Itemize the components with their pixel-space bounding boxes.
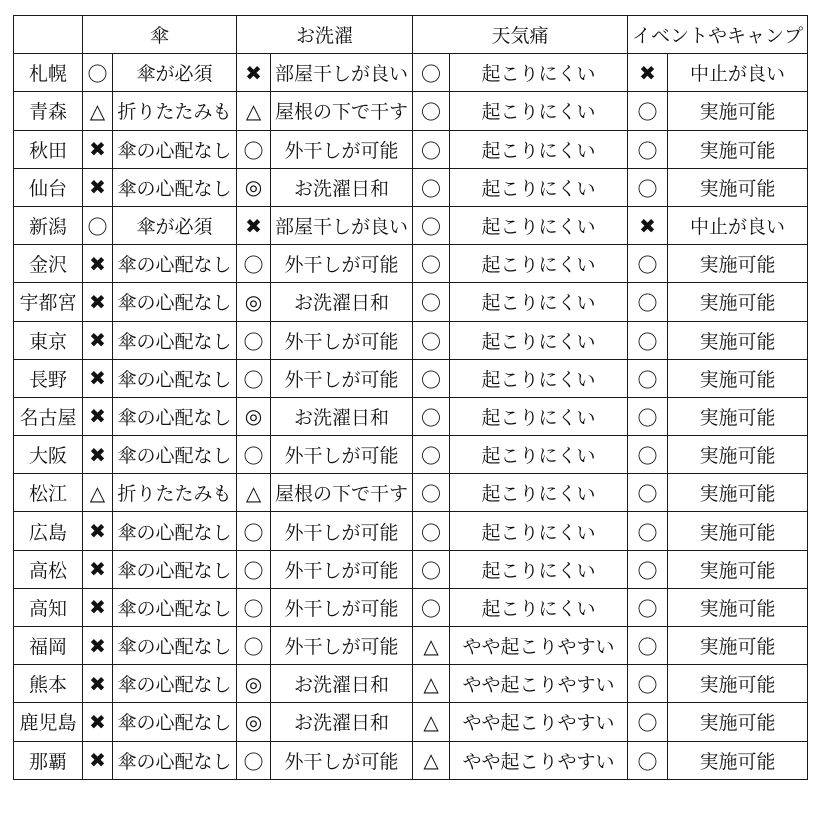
events-symbol: 〇 [628,741,668,779]
events-advice: 実施可能 [668,512,808,550]
laundry-advice: 外干しが可能 [271,321,413,359]
weather-pain-advice: 起こりにくい [450,92,628,130]
events-advice: 実施可能 [668,741,808,779]
laundry-advice: 外干しが可能 [271,359,413,397]
weather-pain-symbol: 〇 [413,397,450,435]
weather-pain-symbol: 〇 [413,245,450,283]
events-symbol: 〇 [628,436,668,474]
weather-pain-symbol: 〇 [413,130,450,168]
events-symbol: ✖ [628,206,668,244]
city-cell: 熊本 [14,665,83,703]
laundry-advice: 外干しが可能 [271,588,413,626]
laundry-symbol: ◎ [237,703,271,741]
umbrella-symbol: ✖ [83,665,113,703]
umbrella-advice: 傘の心配なし [113,168,237,206]
table-row [14,627,808,665]
weather-pain-advice: 起こりにくい [450,245,628,283]
laundry-symbol: 〇 [237,741,271,779]
laundry-advice: お洗濯日和 [271,283,413,321]
city-cell: 大阪 [14,436,83,474]
umbrella-symbol: ✖ [83,588,113,626]
laundry-symbol: △ [237,474,271,512]
umbrella-advice: 傘の心配なし [113,627,237,665]
weather-pain-advice: やや起こりやすい [450,627,628,665]
events-symbol: 〇 [628,168,668,206]
events-symbol: 〇 [628,321,668,359]
umbrella-symbol: ✖ [83,130,113,168]
umbrella-advice: 傘の心配なし [113,741,237,779]
laundry-symbol: 〇 [237,321,271,359]
events-symbol: 〇 [628,397,668,435]
city-cell: 高松 [14,550,83,588]
city-cell: 仙台 [14,168,83,206]
laundry-advice: お洗濯日和 [271,397,413,435]
city-cell: 長野 [14,359,83,397]
umbrella-symbol: ✖ [83,283,113,321]
events-advice: 中止が良い [668,206,808,244]
weather-pain-advice: 起こりにくい [450,130,628,168]
weather-pain-advice: 起こりにくい [450,54,628,92]
weather-pain-symbol: 〇 [413,512,450,550]
weather-pain-symbol: △ [413,665,450,703]
events-advice: 実施可能 [668,283,808,321]
laundry-symbol: 〇 [237,512,271,550]
weather-pain-symbol: 〇 [413,550,450,588]
laundry-advice: 外干しが可能 [271,130,413,168]
events-symbol: 〇 [628,512,668,550]
city-cell: 東京 [14,321,83,359]
weather-pain-advice: 起こりにくい [450,321,628,359]
umbrella-symbol: △ [83,92,113,130]
umbrella-advice: 傘の心配なし [113,321,237,359]
umbrella-symbol: ✖ [83,436,113,474]
table-row [14,168,808,206]
umbrella-advice: 傘の心配なし [113,665,237,703]
weather-pain-symbol: 〇 [413,283,450,321]
umbrella-advice: 傘の心配なし [113,512,237,550]
umbrella-advice: 折りたたみも [113,474,237,512]
umbrella-advice: 傘の心配なし [113,397,237,435]
city-cell: 秋田 [14,130,83,168]
events-symbol: 〇 [628,627,668,665]
weather-pain-symbol: 〇 [413,359,450,397]
laundry-advice: 外干しが可能 [271,436,413,474]
laundry-symbol: ✖ [237,54,271,92]
events-advice: 中止が良い [668,54,808,92]
laundry-advice: 外干しが可能 [271,245,413,283]
umbrella-advice: 傘の心配なし [113,359,237,397]
umbrella-advice: 傘の心配なし [113,283,237,321]
events-header: イベントやキャンプ [628,16,808,54]
laundry-symbol: 〇 [237,130,271,168]
laundry-symbol: ◎ [237,397,271,435]
table-row [14,397,808,435]
umbrella-symbol: ✖ [83,359,113,397]
table-row [14,92,808,130]
table-row [14,512,808,550]
events-symbol: ✖ [628,54,668,92]
table-row [14,550,808,588]
table-row [14,54,808,92]
city-cell: 青森 [14,92,83,130]
umbrella-advice: 傘の心配なし [113,703,237,741]
city-cell: 福岡 [14,627,83,665]
weather-pain-advice: 起こりにくい [450,206,628,244]
umbrella-advice: 傘の心配なし [113,245,237,283]
weather-pain-symbol: 〇 [413,92,450,130]
umbrella-advice: 折りたたみも [113,92,237,130]
table-row [14,359,808,397]
weather-pain-symbol: 〇 [413,321,450,359]
laundry-advice: 外干しが可能 [271,550,413,588]
city-cell: 那覇 [14,741,83,779]
table-row [14,741,808,779]
table-row [14,130,808,168]
events-symbol: 〇 [628,474,668,512]
weather-pain-advice: やや起こりやすい [450,703,628,741]
table-row [14,321,808,359]
weather-pain-advice: 起こりにくい [450,168,628,206]
laundry-symbol: ◎ [237,665,271,703]
umbrella-advice: 傘の心配なし [113,588,237,626]
laundry-symbol: 〇 [237,627,271,665]
laundry-symbol: 〇 [237,245,271,283]
laundry-advice: お洗濯日和 [271,665,413,703]
events-advice: 実施可能 [668,436,808,474]
city-cell: 鹿児島 [14,703,83,741]
laundry-advice: 部屋干しが良い [271,54,413,92]
table-row [14,703,808,741]
laundry-symbol: 〇 [237,588,271,626]
events-advice: 実施可能 [668,92,808,130]
laundry-symbol: 〇 [237,436,271,474]
weather-pain-symbol: 〇 [413,168,450,206]
weather-pain-advice: 起こりにくい [450,512,628,550]
events-symbol: 〇 [628,92,668,130]
umbrella-symbol: 〇 [83,54,113,92]
table-row [14,283,808,321]
weather-pain-advice: 起こりにくい [450,550,628,588]
laundry-advice: 外干しが可能 [271,627,413,665]
events-advice: 実施可能 [668,359,808,397]
weather-pain-advice: 起こりにくい [450,474,628,512]
umbrella-symbol: ✖ [83,397,113,435]
umbrella-symbol: ✖ [83,627,113,665]
city-cell: 金沢 [14,245,83,283]
laundry-advice: お洗濯日和 [271,703,413,741]
umbrella-symbol: ✖ [83,741,113,779]
corner-cell [14,16,83,54]
umbrella-symbol: 〇 [83,206,113,244]
weather-pain-advice: 起こりにくい [450,359,628,397]
weather-pain-symbol: △ [413,703,450,741]
header-row [14,16,808,54]
laundry-symbol: 〇 [237,359,271,397]
events-advice: 実施可能 [668,588,808,626]
umbrella-advice: 傘が必須 [113,206,237,244]
events-symbol: 〇 [628,245,668,283]
laundry-advice: 部屋干しが良い [271,206,413,244]
events-advice: 実施可能 [668,474,808,512]
events-advice: 実施可能 [668,397,808,435]
weather-pain-advice: やや起こりやすい [450,741,628,779]
weather-pain-symbol: 〇 [413,54,450,92]
events-advice: 実施可能 [668,130,808,168]
forecast-table [13,15,808,780]
laundry-symbol: ✖ [237,206,271,244]
laundry-advice: 屋根の下で干す [271,92,413,130]
weather-pain-advice: 起こりにくい [450,283,628,321]
weather-pain-advice: 起こりにくい [450,588,628,626]
events-symbol: 〇 [628,665,668,703]
weather-pain-symbol: 〇 [413,436,450,474]
events-symbol: 〇 [628,283,668,321]
weather-pain-advice: 起こりにくい [450,397,628,435]
events-advice: 実施可能 [668,703,808,741]
events-advice: 実施可能 [668,665,808,703]
weather-pain-symbol: 〇 [413,206,450,244]
umbrella-symbol: ✖ [83,168,113,206]
laundry-symbol: ◎ [237,168,271,206]
table-row [14,588,808,626]
events-advice: 実施可能 [668,550,808,588]
umbrella-symbol: ✖ [83,321,113,359]
umbrella-symbol: △ [83,474,113,512]
umbrella-header: 傘 [83,16,237,54]
laundry-advice: 外干しが可能 [271,512,413,550]
weather-pain-symbol: 〇 [413,474,450,512]
weather-pain-symbol: 〇 [413,588,450,626]
city-cell: 高知 [14,588,83,626]
umbrella-advice: 傘の心配なし [113,130,237,168]
city-cell: 広島 [14,512,83,550]
umbrella-symbol: ✖ [83,245,113,283]
laundry-advice: お洗濯日和 [271,168,413,206]
city-cell: 新潟 [14,206,83,244]
weather-pain-advice: 起こりにくい [450,436,628,474]
table-row [14,665,808,703]
city-cell: 松江 [14,474,83,512]
weather-pain-advice: やや起こりやすい [450,665,628,703]
events-advice: 実施可能 [668,321,808,359]
laundry-header: お洗濯 [237,16,413,54]
events-symbol: 〇 [628,550,668,588]
laundry-advice: 外干しが可能 [271,741,413,779]
table-row [14,436,808,474]
table-row [14,474,808,512]
weather-pain-symbol: △ [413,741,450,779]
events-symbol: 〇 [628,130,668,168]
weather-pain-symbol: △ [413,627,450,665]
laundry-symbol: ◎ [237,283,271,321]
city-cell: 名古屋 [14,397,83,435]
laundry-symbol: △ [237,92,271,130]
events-symbol: 〇 [628,359,668,397]
umbrella-advice: 傘の心配なし [113,550,237,588]
laundry-advice: 屋根の下で干す [271,474,413,512]
umbrella-symbol: ✖ [83,703,113,741]
umbrella-advice: 傘の心配なし [113,436,237,474]
umbrella-symbol: ✖ [83,512,113,550]
city-cell: 札幌 [14,54,83,92]
events-advice: 実施可能 [668,627,808,665]
weather-pain-header: 天気痛 [413,16,628,54]
events-symbol: 〇 [628,703,668,741]
city-cell: 宇都宮 [14,283,83,321]
umbrella-symbol: ✖ [83,550,113,588]
table-row [14,206,808,244]
table-row [14,245,808,283]
events-advice: 実施可能 [668,168,808,206]
events-advice: 実施可能 [668,245,808,283]
laundry-symbol: 〇 [237,550,271,588]
umbrella-advice: 傘が必須 [113,54,237,92]
events-symbol: 〇 [628,588,668,626]
